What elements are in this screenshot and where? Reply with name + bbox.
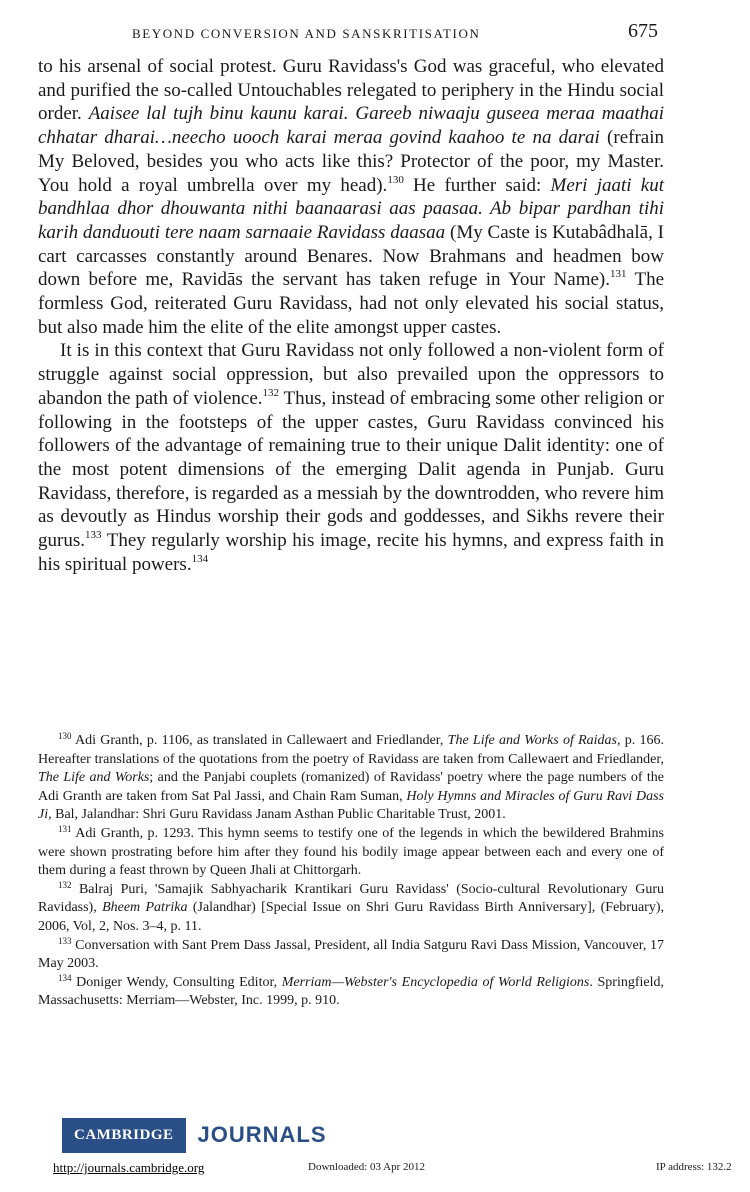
italic-title: The Life and Works [38,770,150,786]
main-text [38,55,664,576]
text-span: . Springfield, Massachusetts: Merriam—Webster, Inc. 1999, p. 910. [38,974,664,1009]
ip-address: IP address: 132.2 [656,1161,732,1173]
footnote-number: 134 [58,972,72,983]
text-span: Doniger Wendy, Consulting Editor, [71,974,282,990]
text-span: Conversation with Sant Prem Dass Jassal, President, all India Satguru Ravi Dass Mission, Vancouver, 17 May 2003. [38,937,664,972]
footnote-ref-133[interactable]: 133 [84,529,102,542]
page-header [0,20,750,50]
text-span: Bal, Jalandhar: Shri Guru Ravidass Janam Asthan Public Charitable Trust, 2001. [51,807,506,823]
text-span: , p. 166. Hereafter translations of the quotations from the poetry of Ravidass are taken from Callewaert and Friedlander, [38,733,665,767]
footnote-134 [38,974,664,1011]
footnote-130 [38,732,664,825]
italic-title: Holy Hymns and Miracles of Guru Ravi Dass Ji, [38,788,664,823]
paragraph-2 [38,339,664,576]
text-span: Thus, instead of embracing some other religion or following in the footsteps of the upper castes, Guru Ravidass convinced his followers of the advantage of remaining true to their unique Dalit identity: one of the most potent dimensions of the emerging Dalit agenda in Punjab. Guru Ravidass, therefore, is regarded as a messiah by the downtrodden, who revere him as devoutly as Hindus worship their gods and goddesses, and Sikhs revere their gurus. [38,387,664,552]
italic-title: The Life and Works of Raidas [447,733,617,748]
cambridge-journals-logo [62,1115,327,1155]
text-span: ; and the Panjabi couplets (romanized) of Ravidass' poetry where the page numbers of the Adi Granth are taken from Sat Pal Jassi, and Chain Ram Suman, [38,770,664,804]
footnote-ref-130[interactable]: 130 [387,173,404,186]
text-span: The formless God, reiterated Guru Ravidass, had not only elevated his social status, but also made him the elite of the elite amongst upper castes. [38,269,664,338]
footnotes [38,732,664,1011]
italic-quote: Aaisee lal tujh binu kaunu karai. Gareeb niwaaju guseea meraa maathai chhatar dharai…neecho uooch karai meraa govind kaahoo te na darai [38,103,664,149]
running-title: BEYOND CONVERSION AND SANSKRITISATION [132,26,481,41]
text-span: to his arsenal of social protest. Guru Ravidass's God was graceful, who elevated and purified the so-called Untouchables relegated to periphery in the Hindu social order. [38,56,664,125]
footnote-ref-132[interactable]: 132 [262,386,280,399]
journals-link[interactable]: http://journals.cambridge.org [53,1160,205,1175]
text-span: Balraj Puri, 'Samajik Sabhyacharik Krantikari Guru Ravidass' (Socio-cultural Revolutionary Guru Ravidass), [38,881,664,916]
footnote-ref-131[interactable]: 131 [610,268,627,281]
download-date: Downloaded: 03 Apr 2012 [308,1161,426,1173]
paragraph-1 [38,55,664,339]
footnote-131 [38,825,664,881]
text-span: (Jalandhar) [Special Issue on Shri Guru Ravidass Birth Anniversary], (February), 2006, Vol, 2, Nos. 3–4, p. 11. [38,900,664,934]
text-span: They regularly worship his image, recite his hymns, and express faith in his spiritual powers. [38,530,664,575]
text-span: He further said: [403,174,551,196]
footnote-number: 131 [58,823,72,834]
logo-publisher: CAMBRIDGE [62,1118,186,1153]
logo-product: JOURNALS [197,1122,327,1147]
text-span: It is in this context that Guru Ravidass not only followed a non-violent form of struggle against social oppression, but also prevailed upon the oppressors to abandon the path of violence. [38,340,664,409]
text-span: Adi Granth, p. 1106, as translated in Callewaert and Friedlander, [71,733,448,748]
italic-title: Bheem Patrika [102,900,188,916]
footnote-ref-134[interactable]: 134 [191,552,209,565]
text-span: (refrain My Beloved, besides you who acts like this? Protector of the poor, my Master. You hold a royal umbrella over my head). [38,127,664,196]
italic-title: Merriam—Webster's Encyclopedia of World Religions [281,974,590,990]
text-span: Adi Granth, p. 1293. This hymn seems to testify one of the legends in which the bewildered Brahmins were shown prostrating before him after they found his bodily image appear between each and every one of them during a feast thrown by Queen Jhali at Chittorgarh. [38,825,664,879]
footnote-133 [38,937,664,974]
text-span: (My Caste is Kutabâdhalā, I cart carcasses constantly around Benares. Now Brahmans and headmen bow down before me, Ravidās the servant has taken refuge in Your Name). [38,221,664,291]
italic-quote: Meri jaati kut bandhlaa dhor dhouwanta nithi baanaarasi aas paasaa. Ab bipar pardhan tihi karih danduouti tere naam sarnaaie Ravidass daasaa [38,174,665,243]
footnote-number: 132 [58,879,72,890]
download-footer [38,1160,750,1180]
footnote-number: 130 [58,731,72,741]
page-number: 675 [628,20,658,42]
footnote-number: 133 [58,935,72,946]
footnote-132 [38,881,664,937]
